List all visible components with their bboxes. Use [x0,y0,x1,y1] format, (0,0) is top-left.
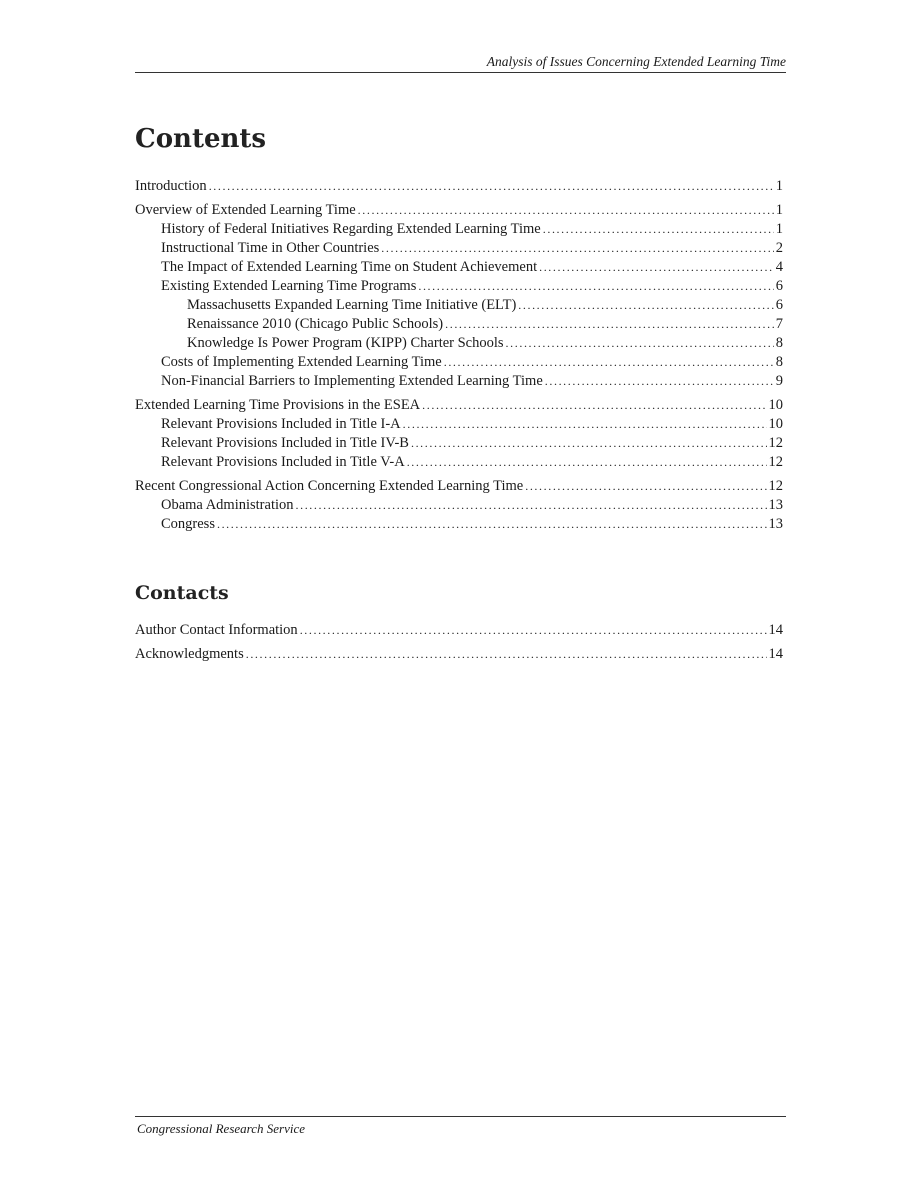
toc-entry-page: 12 [768,435,783,451]
toc-entry[interactable] [135,621,783,640]
toc-entry-title: Overview of Extended Learning Time [135,202,356,218]
toc-dot-leader [217,515,767,534]
toc-entry[interactable] [135,645,783,664]
toc-entry[interactable] [135,496,783,515]
toc-entry-title: Instructional Time in Other Countries [161,240,380,256]
toc-entry-page: 1 [775,202,783,218]
toc-entry-title: Congress [161,516,215,532]
toc-entry[interactable] [135,201,783,220]
contents-heading: Contents [135,124,267,154]
toc-entry[interactable] [135,353,783,372]
toc-dot-leader [209,177,774,196]
toc-dot-leader [545,372,774,391]
toc-entry-title: Existing Extended Learning Time Programs [161,278,417,294]
toc-entry[interactable] [135,372,783,391]
toc-dot-leader [403,415,767,434]
toc-entry-page: 4 [775,259,783,275]
toc-entry-title: Obama Administration [161,497,294,513]
toc-entry[interactable] [135,434,783,453]
toc-entry-title: Extended Learning Time Provisions in the ESEA [135,397,421,413]
contacts-heading: Contacts [135,582,229,604]
toc-entry-page: 12 [768,454,783,470]
running-header: Analysis of Issues Concerning Extended Learning Time [486,54,786,69]
toc-entry-title: Massachusetts Expanded Learning Time Initiative (ELT) [187,297,517,313]
toc-entry-page: 9 [775,373,783,389]
toc-dot-leader [539,258,774,277]
toc-entry-title: Renaissance 2010 (Chicago Public Schools) [187,316,444,332]
toc-entry-page: 6 [775,278,783,294]
toc-entry-page: 8 [775,335,783,351]
toc-entry-page: 13 [768,497,783,513]
toc-dot-leader [411,434,767,453]
toc-entry-title: Knowledge Is Power Program (KIPP) Charter Schools [187,335,504,351]
toc-dot-leader [246,645,767,664]
toc-entry[interactable] [135,220,783,239]
toc-entry-page: 10 [768,416,783,432]
toc-dot-leader [543,220,774,239]
toc-entry-title: The Impact of Extended Learning Time on Student Achievement [161,259,538,275]
toc-entry[interactable] [135,396,783,415]
toc-dot-leader [445,315,774,334]
toc-entry[interactable] [135,315,783,334]
toc-entry-title: History of Federal Initiatives Regarding Extended Learning Time [161,221,541,237]
toc-dot-leader [444,353,774,372]
footer-rule [135,1116,786,1117]
toc-entry-page: 14 [768,646,783,662]
toc-entry-page: 12 [768,478,783,494]
toc-dot-leader [418,277,773,296]
contents-list [135,177,783,534]
toc-dot-leader [381,239,773,258]
toc-entry-title: Costs of Implementing Extended Learning Time [161,354,442,370]
toc-entry-page: 6 [775,297,783,313]
toc-entry[interactable] [135,277,783,296]
toc-entry-title: Recent Congressional Action Concerning Extended Learning Time [135,478,524,494]
toc-entry[interactable] [135,239,783,258]
toc-entry[interactable] [135,477,783,496]
toc-dot-leader [422,396,766,415]
header-rule [135,72,786,73]
toc-entry[interactable] [135,453,783,472]
toc-entry-title: Relevant Provisions Included in Title V-A [161,454,405,470]
toc-entry[interactable] [135,296,783,315]
toc-entry-title: Introduction [135,178,207,194]
toc-entry-title: Relevant Provisions Included in Title I-A [161,416,401,432]
toc-entry-title: Author Contact Information [135,622,298,638]
toc-entry-page: 10 [768,397,783,413]
toc-entry[interactable] [135,334,783,353]
toc-entry-page: 7 [775,316,783,332]
toc-entry[interactable] [135,258,783,277]
toc-entry[interactable] [135,515,783,534]
toc-entry-title: Acknowledgments [135,646,244,662]
toc-entry-page: 13 [768,516,783,532]
toc-entry-page: 1 [775,221,783,237]
footer-text: Congressional Research Service [137,1121,305,1136]
toc-entry-page: 1 [775,178,783,194]
toc-dot-leader [518,296,773,315]
toc-entry-page: 14 [768,622,783,638]
toc-entry-title: Non-Financial Barriers to Implementing Extended Learning Time [161,373,543,389]
toc-dot-leader [525,477,766,496]
toc-entry-page: 2 [775,240,783,256]
toc-entry-title: Relevant Provisions Included in Title IV-B [161,435,409,451]
toc-entry-page: 8 [775,354,783,370]
toc-entry[interactable] [135,177,783,196]
toc-dot-leader [358,201,774,220]
toc-dot-leader [296,496,767,515]
toc-dot-leader [300,621,767,640]
contacts-list [135,621,783,664]
toc-dot-leader [407,453,767,472]
toc-entry[interactable] [135,415,783,434]
toc-dot-leader [506,334,774,353]
